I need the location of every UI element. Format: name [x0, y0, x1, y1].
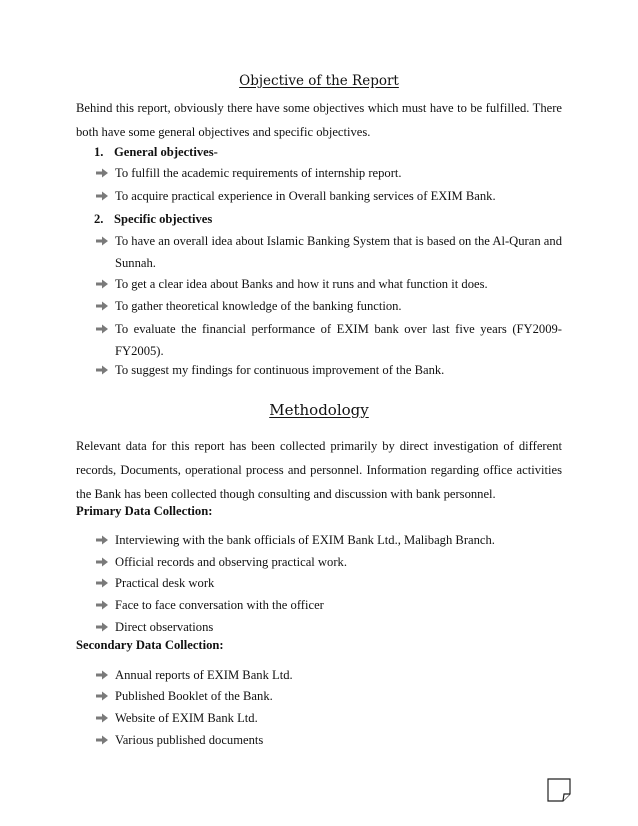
arrow-bullet-icon: [96, 168, 108, 178]
list-item-text: To fulfill the academic requirements of internship report.: [115, 166, 402, 180]
general-objectives-heading: [94, 145, 218, 160]
objective-intro-line: Behind this report, obviously there have some objectives which must have to be fulfilled. There: [76, 101, 562, 115]
arrow-bullet-icon: [96, 324, 108, 334]
list-item-text: Various published documents: [115, 733, 264, 747]
list-item-text: Direct observations: [115, 620, 214, 634]
general-objectives-label: General objectives-: [114, 145, 218, 159]
list-item-text-continued: FY2005).: [115, 344, 164, 358]
methodology-title: Methodology: [269, 401, 369, 419]
list-item-text: Face to face conversation with the officer: [115, 598, 324, 612]
list-item-text: Practical desk work: [115, 576, 215, 590]
objective-intro: [76, 96, 562, 144]
list-item-text: To get a clear idea about Banks and how it runs and what function it does.: [115, 277, 488, 291]
arrow-bullet-icon: [96, 557, 108, 567]
list-item-text: Website of EXIM Bank Ltd.: [115, 711, 258, 725]
objective-title: Objective of the Report: [239, 73, 399, 89]
arrow-bullet-icon: [96, 622, 108, 632]
list-item-text-continued: Sunnah.: [115, 256, 156, 270]
specific-objectives-heading: [94, 212, 212, 227]
list-item-text: To acquire practical experience in Overall banking services of EXIM Bank.: [115, 189, 496, 203]
arrow-bullet-icon: [96, 735, 108, 745]
arrow-bullet-icon: [96, 191, 108, 201]
arrow-bullet-icon: [96, 713, 108, 723]
arrow-bullet-icon: [96, 578, 108, 588]
list-item-text: Official records and observing practical work.: [115, 555, 347, 569]
arrow-bullet-icon: [96, 365, 108, 375]
list-number: 2.: [94, 212, 104, 226]
arrow-bullet-icon: [96, 279, 108, 289]
secondary-data-heading: Secondary Data Collection:: [76, 638, 224, 652]
list-item-text: Annual reports of EXIM Bank Ltd.: [115, 668, 293, 682]
list-item-text: To have an overall idea about Islamic Banking System that is based on the Al-Quran and: [115, 234, 562, 248]
objective-intro-line: both have some general objectives and specific objectives.: [76, 125, 371, 139]
methodology-paragraph-line: records, Documents, operational process and personnel. Information regarding office activities: [76, 463, 562, 477]
list-item-text: To gather theoretical knowledge of the banking function.: [115, 299, 402, 313]
page-corner-icon: [547, 778, 571, 802]
methodology-paragraph-line: Relevant data for this report has been collected primarily by direct investigation of different: [76, 439, 562, 453]
arrow-bullet-icon: [96, 600, 108, 610]
methodology-paragraph: [76, 434, 562, 506]
list-number: 1.: [94, 145, 104, 159]
methodology-paragraph-line: the Bank has been collected though consulting and discussion with bank personnel.: [76, 487, 496, 501]
specific-objectives-label: Specific objectives: [114, 212, 213, 226]
primary-data-heading: Primary Data Collection:: [76, 504, 213, 518]
list-item-text: To suggest my findings for continuous improvement of the Bank.: [115, 363, 445, 377]
arrow-bullet-icon: [96, 691, 108, 701]
arrow-bullet-icon: [96, 236, 108, 246]
list-item-text: To evaluate the financial performance of EXIM bank over last five years (FY2009-: [115, 322, 562, 336]
arrow-bullet-icon: [96, 670, 108, 680]
list-item-text: Interviewing with the bank officials of EXIM Bank Ltd., Malibagh Branch.: [115, 533, 495, 547]
arrow-bullet-icon: [96, 535, 108, 545]
list-item-text: Published Booklet of the Bank.: [115, 689, 273, 703]
arrow-bullet-icon: [96, 301, 108, 311]
